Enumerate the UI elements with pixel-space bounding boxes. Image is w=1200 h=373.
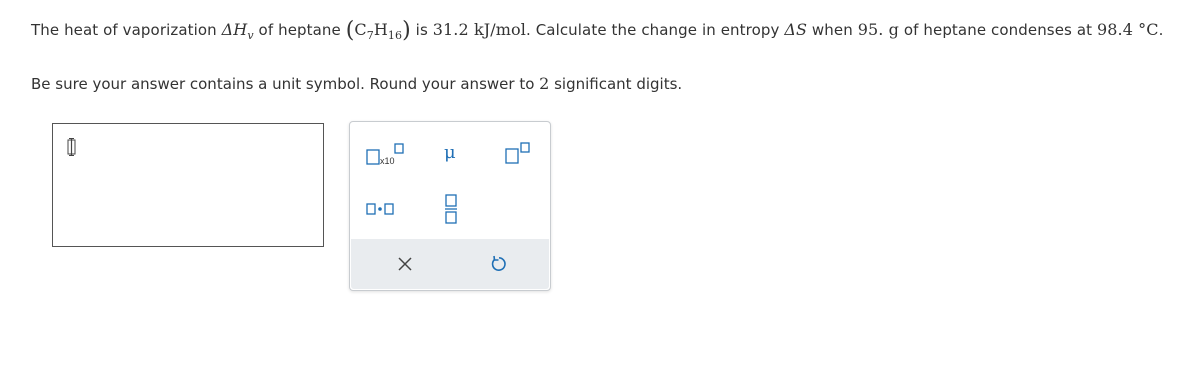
left-paren: ( [345,18,355,43]
question-text-5: when [807,21,858,39]
x10-icon [366,143,406,169]
instruction-text [31,74,682,93]
formula-c-sub: 7 [366,29,374,43]
scientific-notation-button[interactable] [366,143,406,169]
superscript-button[interactable] [505,142,533,166]
right-paren: ) [402,18,411,43]
formula-h-sub: 16 [387,29,403,43]
question-text-2: of heptane [253,21,346,39]
close-icon [398,257,412,271]
instruction-text-1: Be sure your answer contains a unit symbol. Round your answer to [31,75,540,93]
question-text-1: The heat of vaporization [31,21,222,39]
question-text-4: . Calculate the change in entropy [525,21,785,39]
formula-c: C [354,20,367,39]
question-text-3: is [410,21,433,39]
math-palette [349,121,551,291]
x10-label: x10 [380,156,395,166]
undo-button[interactable] [490,255,508,273]
mass-value: 95. g [857,20,899,39]
clear-button[interactable] [398,257,412,271]
action-tray [351,239,549,289]
delta-h-subscript: v [247,29,254,43]
formula-h: H [373,20,388,39]
text-cursor-icon [67,138,76,156]
question-text-7: . [1158,21,1164,39]
temperature-value: 98.4 °C [1096,20,1159,39]
multiply-dot-button[interactable] [366,202,394,216]
question-text-6: of heptane condenses at [898,21,1097,39]
multiply-dot-icon [366,202,394,216]
question-text [31,18,1164,43]
enthalpy-symbol [221,20,254,43]
enthalpy-value: 31.2 kJ/mol [432,20,526,39]
delta-h: ΔH [221,20,248,39]
undo-icon [490,255,508,273]
formula [345,18,411,43]
fraction-icon [445,194,457,224]
micro-button[interactable]: μ [444,142,456,163]
superscript-icon [505,142,533,166]
entropy-symbol: ΔS [784,20,808,39]
instruction-text-2: significant digits. [549,75,683,93]
answer-input[interactable] [52,123,324,247]
digits-value: 2 [539,74,550,93]
fraction-button[interactable] [445,194,457,224]
